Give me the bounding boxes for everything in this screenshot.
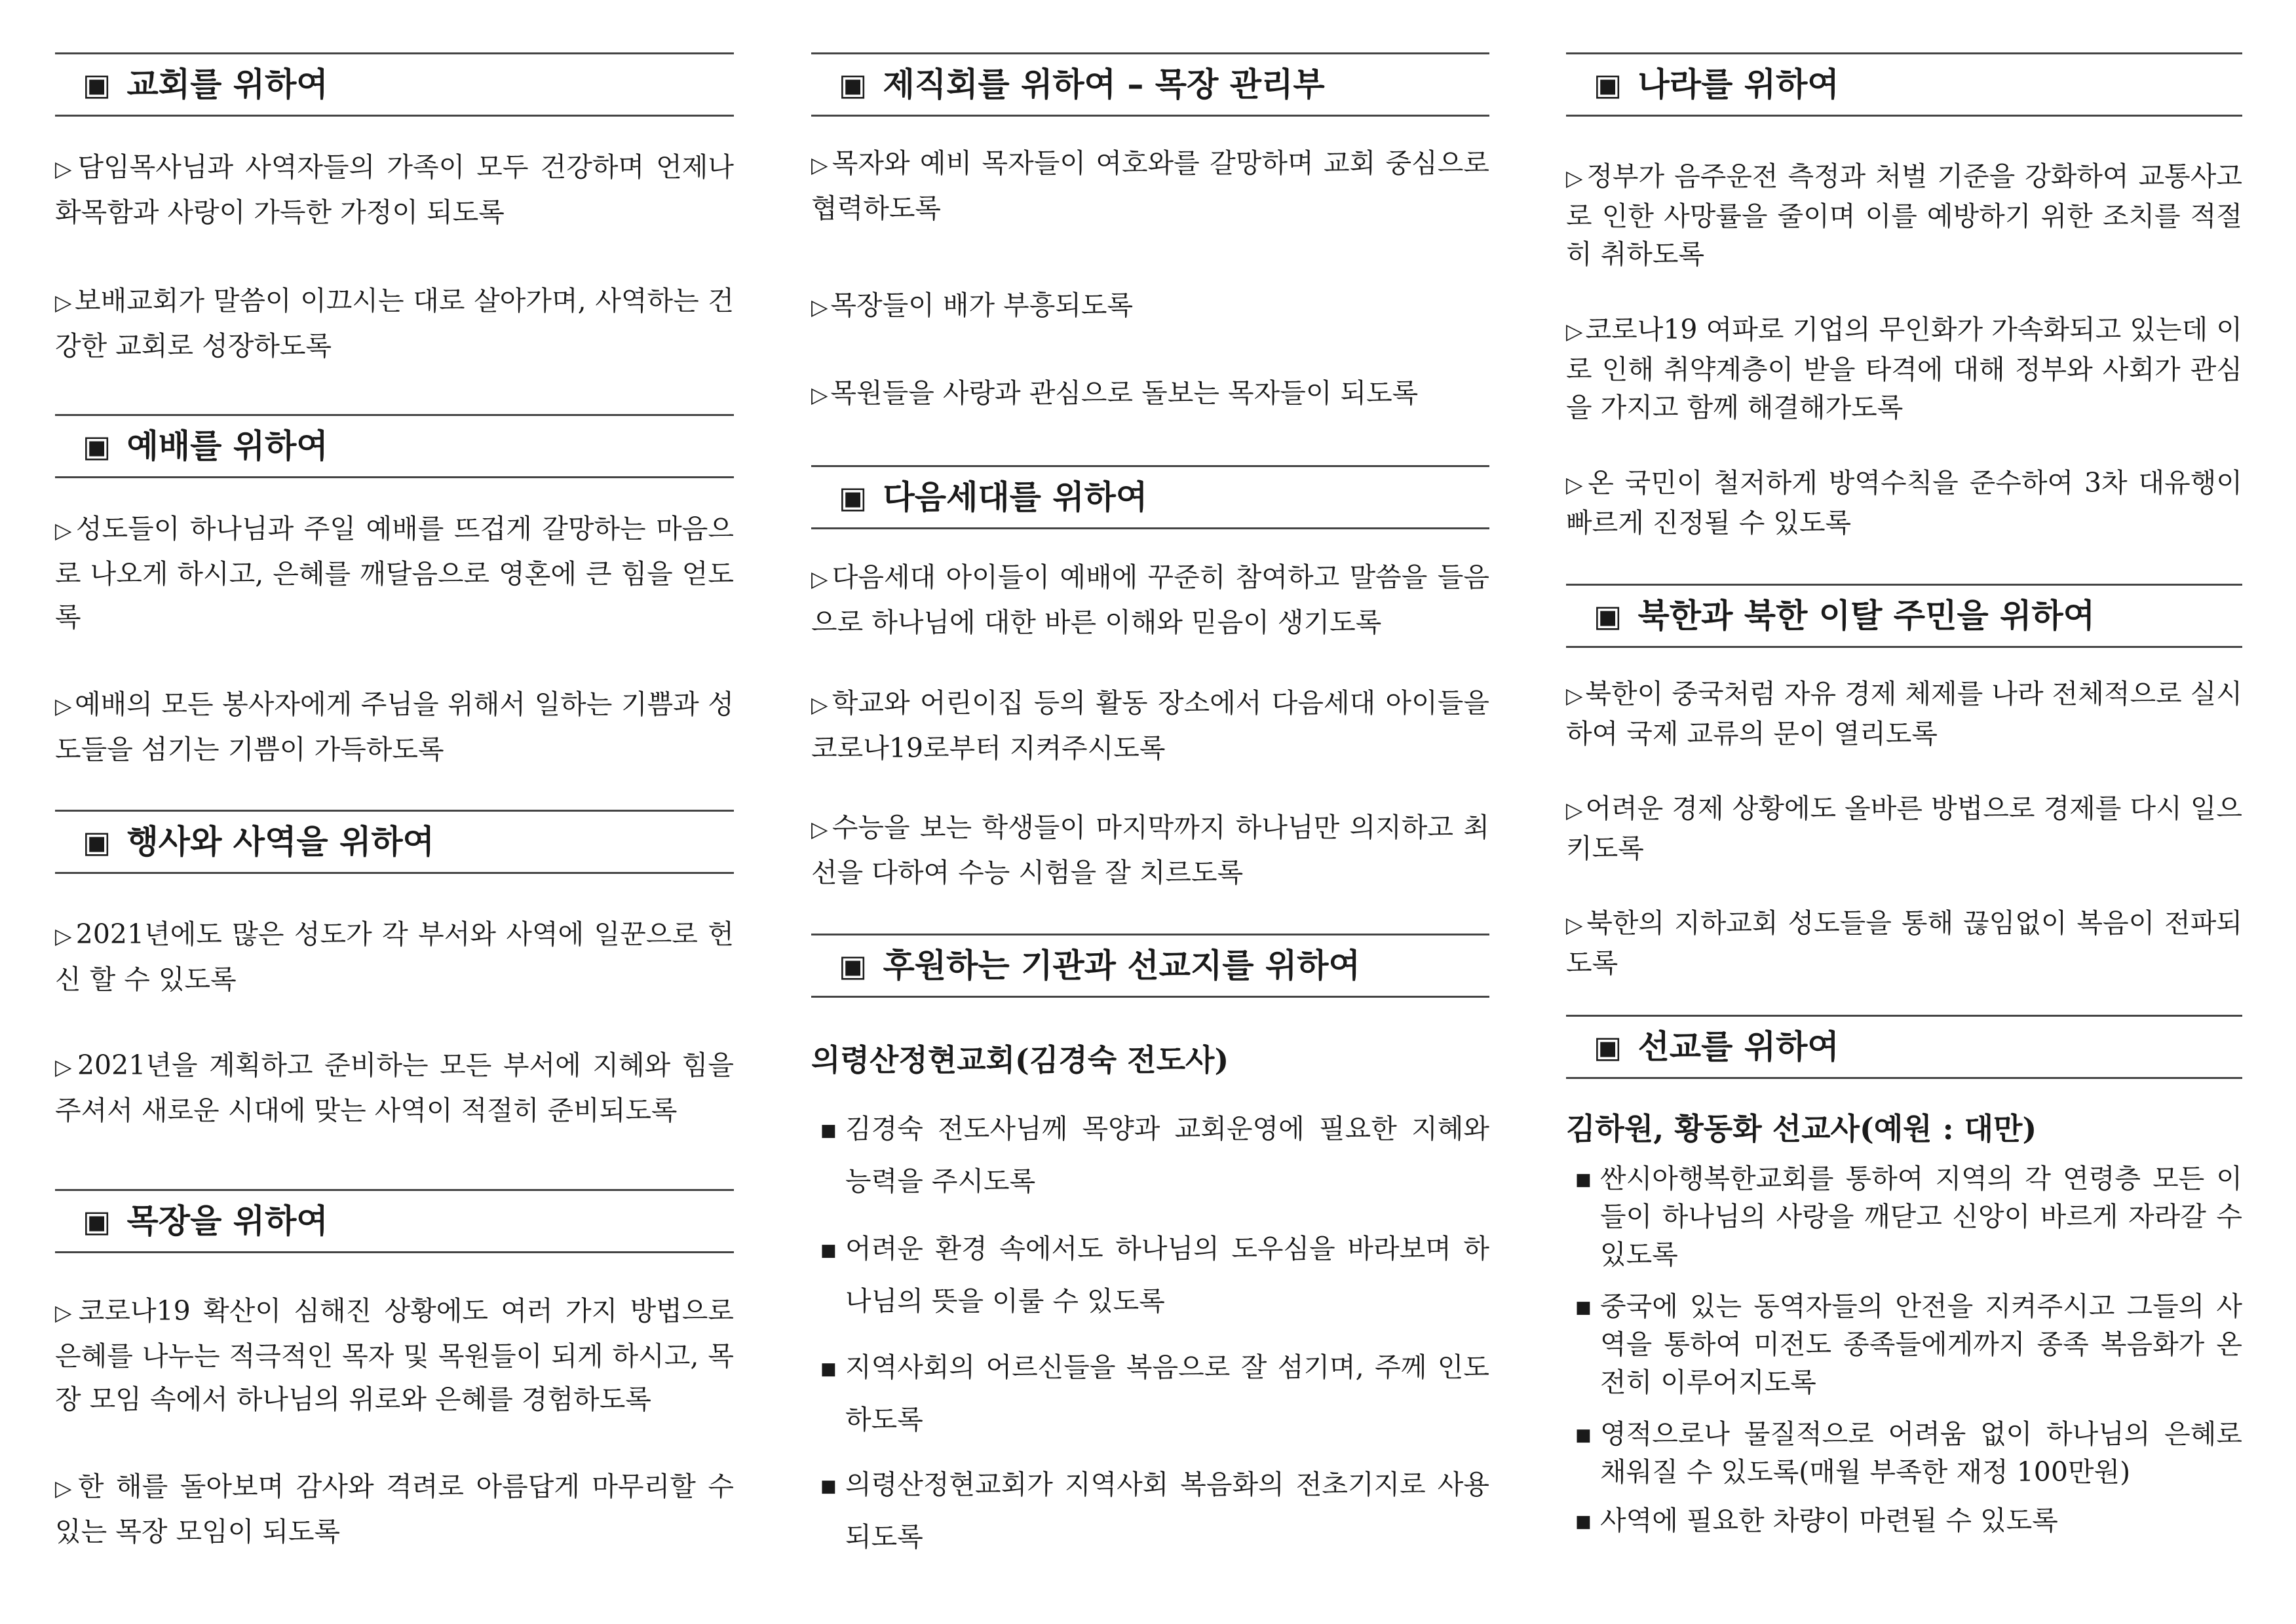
- bullet-item: [811, 1458, 1489, 1563]
- prayer-item-text: 목장들이 배가 부흥되도록: [830, 290, 1134, 321]
- section-title: 행사와 사역을 위하여: [126, 823, 434, 861]
- section-header-support: [811, 934, 1489, 998]
- bullet-item: [1566, 1287, 2242, 1401]
- triangle-marker-icon: ▷: [811, 566, 830, 592]
- section-marker-icon: ▣: [1594, 1029, 1622, 1065]
- bullet-item: [811, 1103, 1489, 1207]
- prayer-item: [811, 681, 1489, 770]
- prayer-item: [55, 279, 734, 368]
- triangle-marker-icon: ▷: [1566, 683, 1583, 708]
- prayer-item: [811, 371, 1489, 417]
- triangle-marker-icon: ▷: [811, 382, 828, 407]
- square-bullet-icon: ■: [1575, 1170, 1592, 1190]
- bullet-text: 사역에 필요한 차량이 마련될 수 있도록: [1600, 1505, 2058, 1536]
- section-header-northkorea: [1566, 584, 2242, 648]
- prayer-item: [811, 142, 1489, 230]
- section-header-officers: [811, 52, 1489, 117]
- section-title: 후원하는 기관과 선교지를 위하여: [883, 947, 1360, 985]
- triangle-marker-icon: ▷: [1566, 472, 1586, 497]
- section-header-cellgroup: [55, 1189, 734, 1253]
- section-header-church: [55, 52, 734, 117]
- prayer-item-text: 목원들을 사랑과 관심으로 돌보는 목자들이 되도록: [830, 377, 1419, 409]
- prayer-item-text: 2021년에도 많은 성도가 각 부서와 사역에 일꾼으로 헌신 할 수 있도록: [55, 918, 734, 995]
- bullet-item: [811, 1222, 1489, 1327]
- bullet-item: [811, 1341, 1489, 1446]
- prayer-item: [55, 913, 734, 1001]
- bullet-text: 싼시아행복한교회를 통하여 지역의 각 연령층 모든 이들이 하나님의 사랑을 깨닫고 신앙이 바르게 자라갈 수 있도록: [1600, 1163, 2242, 1270]
- bullet-item: [1566, 1501, 2242, 1539]
- prayer-item-text: 코로나19 여파로 기업의 무인화가 가속화되고 있는데 이로 인해 취약계층이 받을 타격에 대해 정부와 사회가 관심을 가지고 함께 해결해가도록: [1566, 314, 2242, 423]
- triangle-marker-icon: ▷: [55, 290, 73, 315]
- triangle-marker-icon: ▷: [811, 816, 830, 842]
- prayer-item: [55, 145, 734, 234]
- triangle-marker-icon: ▷: [55, 1475, 75, 1501]
- section-header-nextgen: [811, 465, 1489, 529]
- bullet-text: 지역사회의 어르신들을 복음으로 잘 섬기며, 주께 인도하도록: [845, 1351, 1489, 1435]
- triangle-marker-icon: ▷: [55, 923, 73, 949]
- prayer-item-text: 성도들이 하나님과 주일 예배를 뜨겁게 갈망하는 마음으로 나오게 하시고, 은혜를 깨달음으로 영혼에 큰 힘을 얻도록: [55, 513, 734, 633]
- prayer-item-text: 정부가 음주운전 측정과 처벌 기준을 강화하여 교통사고로 인한 사망률을 줄이며 이를 예방하기 위한 조치를 적절히 취하도록: [1566, 161, 2242, 270]
- prayer-item-text: 다음세대 아이들이 예배에 꾸준히 참여하고 말씀을 들음으로 하나님에 대한 바른 이해와 믿음이 생기도록: [811, 561, 1489, 638]
- section-header-events: [55, 810, 734, 874]
- square-bullet-icon: ■: [1575, 1426, 1592, 1445]
- section-title: 선교를 위하여: [1637, 1028, 1839, 1066]
- square-bullet-icon: ■: [1575, 1298, 1592, 1317]
- prayer-item: [1566, 464, 2242, 542]
- prayer-item-text: 코로나19 확산이 심해진 상황에도 여러 가지 방법으로 은혜를 나누는 적극적인 목자 및 목원들이 되게 하시고, 목장 모임 속에서 하나님의 위로와 은혜를 경험하도록: [55, 1295, 734, 1415]
- support-subtitle: 의령산정현교회(김경숙 전도사): [811, 1042, 1229, 1078]
- triangle-marker-icon: ▷: [811, 152, 830, 178]
- bullet-item: [1566, 1160, 2242, 1274]
- bullet-text: 어려운 환경 속에서도 하나님의 도우심을 바라보며 하나님의 뜻을 이룰 수 있도록: [845, 1233, 1489, 1317]
- triangle-marker-icon: ▷: [811, 294, 828, 320]
- mission-subtitle: 김하원, 황동화 선교사(예원 : 대만): [1566, 1111, 2037, 1146]
- triangle-marker-icon: ▷: [55, 518, 73, 543]
- prayer-item-text: 담임목사님과 사역자들의 가족이 모두 건강하며 언제나 화목함과 사랑이 가득한 가정이 되도록: [55, 151, 734, 228]
- prayer-item: [55, 507, 734, 639]
- prayer-item: [55, 1289, 734, 1421]
- bullet-item: [1566, 1415, 2242, 1491]
- prayer-item: [1566, 904, 2242, 982]
- prayer-item: [55, 1465, 734, 1553]
- prayer-item: [1566, 675, 2242, 753]
- section-marker-icon: ▣: [839, 948, 868, 983]
- prayer-item-text: 북한의 지하교회 성도들을 통해 끊임없이 복음이 전파되도록: [1566, 907, 2242, 979]
- prayer-item-text: 수능을 보는 학생들이 마지막까지 하나님만 의지하고 최선을 다하여 수능 시험을 잘 치르도록: [811, 812, 1489, 888]
- triangle-marker-icon: ▷: [55, 1300, 76, 1325]
- section-header-nation: [1566, 52, 2242, 117]
- square-bullet-icon: ■: [820, 1359, 837, 1379]
- section-title: 나라를 위하여: [1637, 66, 1839, 104]
- triangle-marker-icon: ▷: [55, 156, 75, 181]
- prayer-item: [811, 284, 1489, 329]
- prayer-item: [811, 806, 1489, 894]
- prayer-item-text: 2021년을 계획하고 준비하는 모든 부서에 지혜와 힘을 주셔서 새로운 시대에 맞는 사역이 적절히 준비되도록: [55, 1049, 734, 1126]
- triangle-marker-icon: ▷: [1566, 318, 1583, 344]
- section-title: 다음세대를 위하여: [883, 478, 1148, 516]
- prayer-item: [55, 1044, 734, 1132]
- prayer-item-text: 한 해를 돌아보며 감사와 격려로 아름답게 마무리할 수 있는 목장 모임이 되도록: [55, 1471, 734, 1547]
- prayer-item-text: 어려운 경제 상황에도 올바른 방법으로 경제를 다시 일으키도록: [1566, 793, 2242, 864]
- triangle-marker-icon: ▷: [1566, 912, 1584, 937]
- section-marker-icon: ▣: [839, 67, 868, 102]
- square-bullet-icon: ■: [1575, 1512, 1592, 1532]
- prayer-item-text: 학교와 어린이집 등의 활동 장소에서 다음세대 아이들을 코로나19로부터 지켜주시도록: [811, 687, 1489, 764]
- triangle-marker-icon: ▷: [55, 693, 72, 719]
- section-marker-icon: ▣: [83, 67, 111, 102]
- prayer-item: [1566, 157, 2242, 273]
- section-marker-icon: ▣: [83, 1203, 111, 1239]
- prayer-item-text: 예배의 모든 봉사자에게 주님을 위해서 일하는 기쁨과 성도들을 섬기는 기쁨이 가득하도록: [55, 689, 734, 765]
- section-title: 예배를 위하여: [126, 427, 328, 465]
- prayer-item-text: 온 국민이 철저하게 방역수칙을 준수하여 3차 대유행이 빠르게 진정될 수 있도록: [1566, 467, 2242, 538]
- prayer-item-text: 목자와 예비 목자들이 여호와를 갈망하며 교회 중심으로 협력하도록: [811, 147, 1489, 224]
- triangle-marker-icon: ▷: [811, 692, 830, 717]
- section-title: 목장을 위하여: [126, 1202, 328, 1240]
- triangle-marker-icon: ▷: [1566, 797, 1583, 823]
- prayer-item: [1566, 311, 2242, 426]
- section-marker-icon: ▣: [1594, 67, 1622, 102]
- section-marker-icon: ▣: [1594, 598, 1622, 633]
- prayer-item: [55, 683, 734, 771]
- bullet-text: 김경숙 전도사님께 목양과 교회운영에 필요한 지혜와 능력을 주시도록: [845, 1113, 1489, 1197]
- bullet-text: 의령산정현교회가 지역사회 복음화의 전초기지로 사용되도록: [845, 1469, 1489, 1553]
- section-title: 제직회를 위하여 – 목장 관리부: [883, 66, 1325, 104]
- section-marker-icon: ▣: [83, 428, 111, 464]
- section-header-mission: [1566, 1015, 2242, 1079]
- prayer-item: [811, 556, 1489, 644]
- prayer-item: [1566, 789, 2242, 867]
- prayer-item-text: 보배교회가 말씀이 이끄시는 대로 살아가며, 사역하는 건강한 교회로 성장하도록: [55, 285, 734, 362]
- section-marker-icon: ▣: [839, 480, 868, 515]
- square-bullet-icon: ■: [820, 1477, 837, 1496]
- triangle-marker-icon: ▷: [1566, 165, 1584, 191]
- section-header-worship: [55, 414, 734, 478]
- section-title: 교회를 위하여: [126, 66, 328, 104]
- section-marker-icon: ▣: [83, 824, 111, 859]
- square-bullet-icon: ■: [820, 1241, 837, 1260]
- square-bullet-icon: ■: [820, 1121, 837, 1141]
- bullet-text: 영적으로나 물질적으로 어려움 없이 하나님의 은혜로 채워질 수 있도록(매월 부족한 재정 100만원): [1600, 1418, 2242, 1488]
- triangle-marker-icon: ▷: [55, 1054, 75, 1080]
- section-title: 북한과 북한 이탈 주민을 위하여: [1637, 597, 2095, 635]
- prayer-item-text: 북한이 중국처럼 자유 경제 체제를 나라 전체적으로 실시하여 국제 교류의 문이 열리도록: [1566, 678, 2242, 749]
- bullet-text: 중국에 있는 동역자들의 안전을 지켜주시고 그들의 사역을 통하여 미전도 종족들에게까지 종족 복음화가 온전히 이루어지도록: [1600, 1291, 2242, 1398]
